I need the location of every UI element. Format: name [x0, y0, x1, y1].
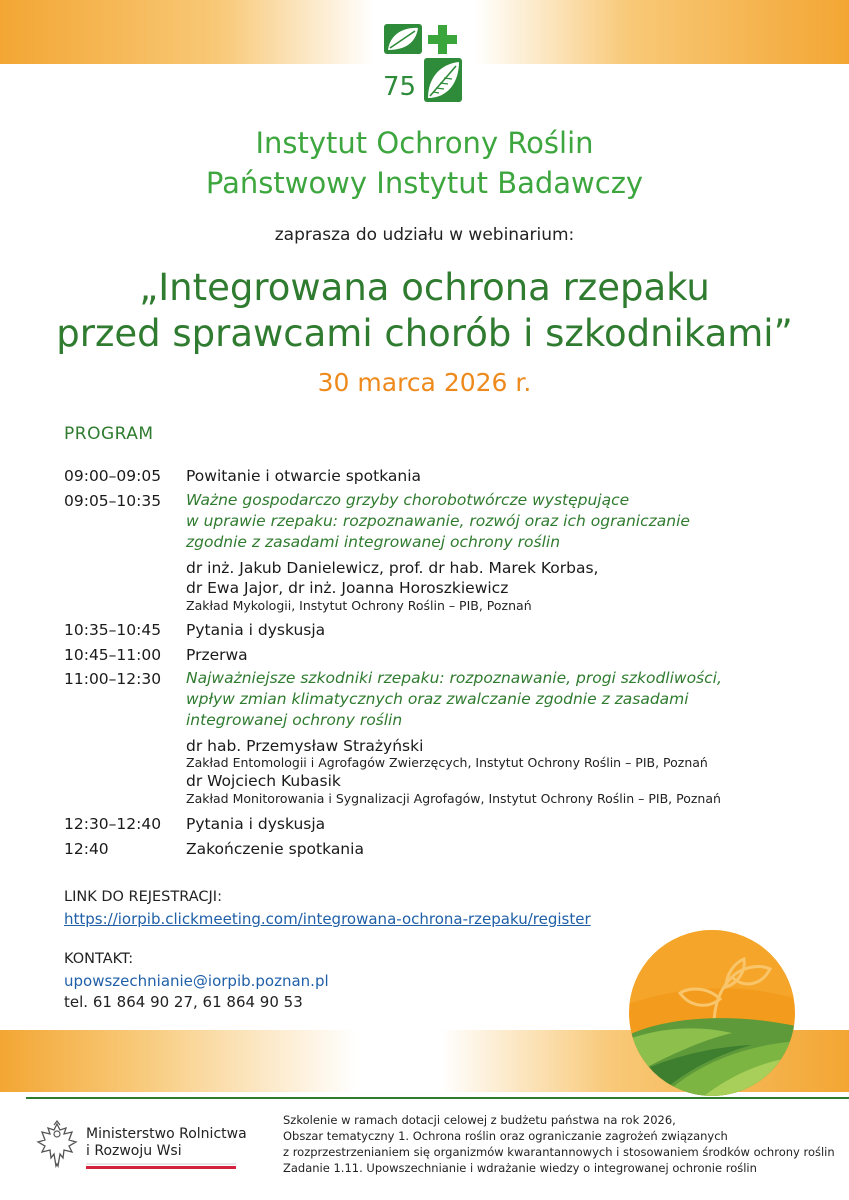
webinar-title-line2: przed sprawcami chorób i szkodnikami” — [56, 312, 793, 355]
flag-white-stripe — [86, 1163, 236, 1165]
program-speaker: dr Wojciech Kubasik — [186, 772, 341, 790]
program-time: 11:00–12:30 — [64, 670, 162, 688]
program-time: 10:35–10:45 — [64, 621, 162, 639]
program-topic-line: zgodnie z zasadami integrowanej ochrony roślin — [186, 533, 561, 551]
speaker-line: dr Ewa Jajor, dr inż. Joanna Horoszkiewicz — [186, 579, 509, 597]
funding-line: Szkolenie w ramach dotacji celowej z budżetu państwa na rok 2026, — [283, 1113, 676, 1127]
program-time: 12:30–12:40 — [64, 815, 162, 833]
webinar-date: 30 marca 2026 r. — [317, 368, 532, 397]
funding-line: Zadanie 1.11. Upowszechnianie i wdrażanie wiedzy o integrowanej ochronie roślin — [283, 1161, 757, 1175]
contact-email-link[interactable]: upowszechnianie@iorpib.poznan.pl — [64, 972, 329, 990]
webinar-title-line1: „Integrowana ochrona rzepaku — [139, 266, 710, 309]
eagle-emblem-icon — [36, 1120, 78, 1170]
program-topic — [186, 490, 690, 553]
footer-divider — [26, 1097, 849, 1099]
program-topic-line: w uprawie rzepaku: rozpoznawanie, rozwój oraz ich ograniczanie — [186, 512, 690, 530]
program-item: Powitanie i otwarcie spotkania — [186, 467, 422, 485]
program-time: 09:05–10:35 — [64, 492, 162, 510]
institute-subtitle: Państwowy Instytut Badawczy — [205, 166, 644, 200]
program-item: Przerwa — [186, 646, 248, 664]
ministry-name-cont: i Rozwoju Wsi — [86, 1143, 182, 1159]
program-topic-line: Ważne gospodarczo grzyby chorobotwórcze występujące — [186, 491, 630, 509]
program-speakers — [186, 558, 598, 598]
funding-note — [283, 1112, 835, 1176]
program-item: Pytania i dyskusja — [186, 621, 326, 639]
logo-anniversary-number: 75 — [383, 72, 417, 102]
program-topic-line: integrowanej ochrony roślin — [186, 711, 403, 729]
program-item: Zakończenie spotkania — [186, 840, 364, 858]
program-topic-line: wpływ zmian klimatycznych oraz zwalczanie zgodnie z zasadami — [186, 690, 689, 708]
funding-line: Obszar tematyczny 1. Ochrona roślin oraz ograniczanie zagrożeń związanych — [283, 1129, 728, 1143]
institute-name: Instytut Ochrony Roślin — [255, 126, 594, 160]
speaker-affiliation: Zakład Monitorowania i Sygnalizacji Agrofagów, Instytut Ochrony Roślin – PIB, Poznań — [186, 791, 721, 806]
program-time: 10:45–11:00 — [64, 646, 162, 664]
program-heading: PROGRAM — [64, 424, 154, 444]
registration-heading: LINK DO REJESTRACJI: — [64, 889, 222, 905]
invitation-text: zaprasza do udziału w webinarium: — [274, 225, 575, 245]
flag-red-stripe — [86, 1166, 236, 1169]
contact-phone: tel. 61 864 90 27, 61 864 90 53 — [64, 993, 303, 1011]
ministry-name: Ministerstwo Rolnictwa — [86, 1126, 247, 1142]
program-time: 12:40 — [64, 840, 109, 858]
program-time: 09:00–09:05 — [64, 467, 162, 485]
speaker-affiliation: Zakład Entomologii i Agrofagów Zwierzęcych, Instytut Ochrony Roślin – PIB, Poznań — [186, 755, 708, 770]
speaker-line: dr inż. Jakub Danielewicz, prof. dr hab. Marek Korbas, — [186, 559, 599, 577]
program-topic — [186, 668, 722, 731]
contact-heading: KONTAKT: — [64, 951, 134, 967]
program-item: Pytania i dyskusja — [186, 815, 326, 833]
program-topic-line: Najważniejsze szkodniki rzepaku: rozpoznawanie, progi szkodliwości, — [186, 669, 722, 687]
registration-link[interactable]: https://iorpib.clickmeeting.com/integrowana-ochrona-rzepaku/register — [64, 910, 591, 928]
program-speaker: dr hab. Przemysław Strażyński — [186, 737, 424, 755]
speaker-affiliation: Zakład Mykologii, Instytut Ochrony Roślin – PIB, Poznań — [186, 598, 532, 613]
fields-sprout-emblem — [628, 929, 796, 1097]
funding-line: z rozprzestrzenianiem się organizmów kwarantannowych i stosowaniem środków ochrony roślin — [283, 1145, 835, 1159]
